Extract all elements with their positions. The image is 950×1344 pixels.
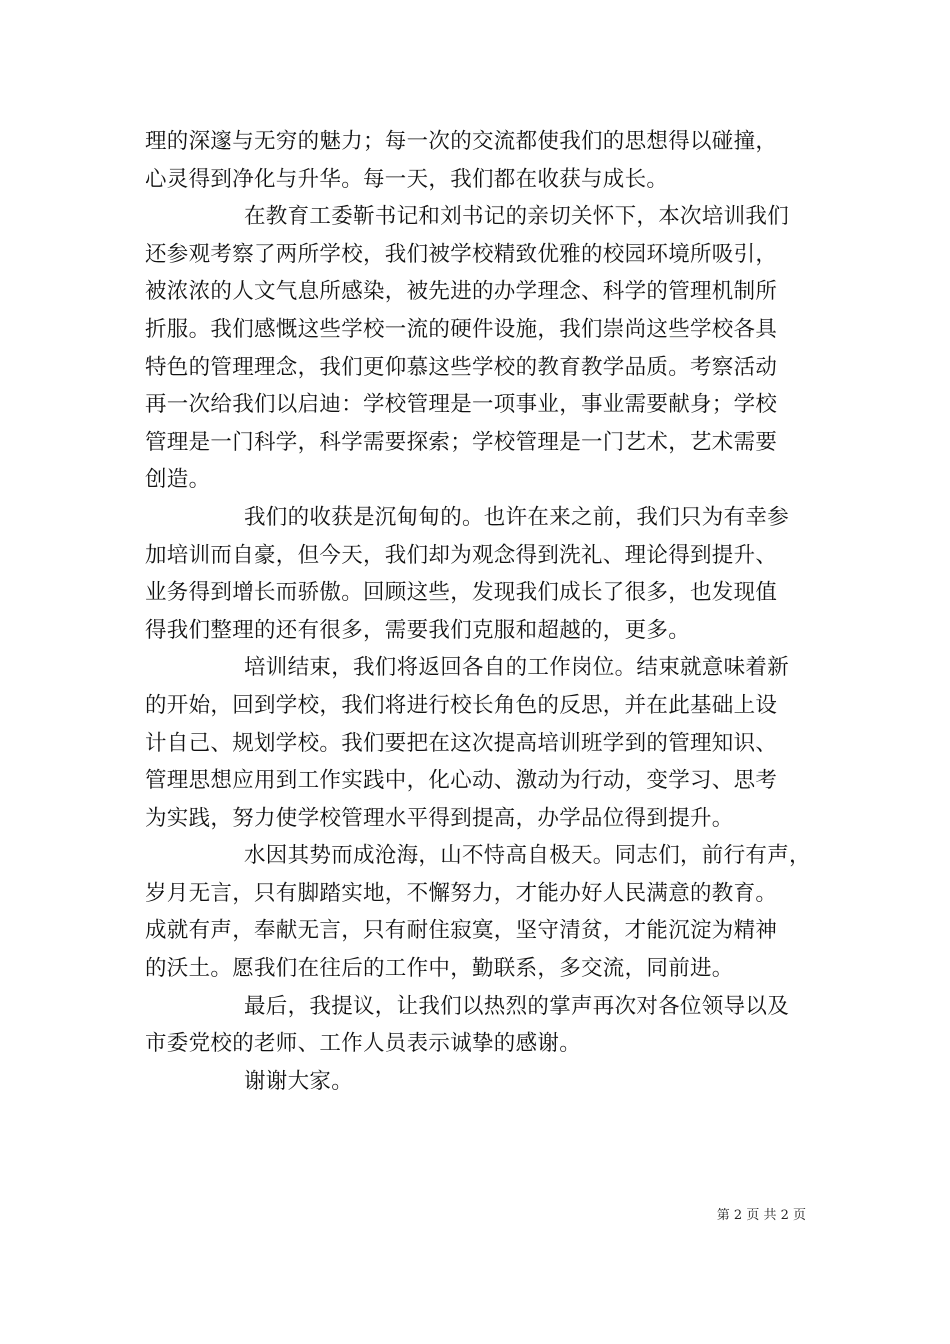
page-number-footer: 第 2 页 共 2 页	[716, 1208, 806, 1223]
text-line: 为实践，努力使学校管理水平得到提高，办学品位得到提升。	[145, 805, 734, 831]
text-line: 的开始，回到学校，我们将进行校长角色的反思，并在此基础上设	[145, 692, 778, 718]
text-line: 岁月无言，只有脚踏实地，不懈努力，才能办好人民满意的教育。	[145, 880, 778, 906]
text-line: 创造。	[145, 467, 211, 493]
text-line: 我们的收获是沉甸甸的。也许在来之前，我们只为有幸参	[244, 504, 790, 530]
text-line: 得我们整理的还有很多，需要我们克服和超越的，更多。	[145, 617, 691, 643]
text-line: 水因其势而成沧海，山不恃高自极天。同志们，前行有声，	[244, 843, 811, 869]
text-line: 计自己、规划学校。我们要把在这次提高培训班学到的管理知识、	[145, 730, 778, 756]
text-line: 理的深邃与无穷的魅力；每一次的交流都使我们的思想得以碰撞，	[145, 129, 778, 154]
text-line: 业务得到增长而骄傲。回顾这些，发现我们成长了很多，也发现值	[145, 580, 778, 606]
text-line: 再一次给我们以启迪：学校管理是一项事业，事业需要献身；学校	[145, 392, 778, 418]
text-line: 特色的管理理念，我们更仰慕这些学校的教育教学品质。考察活动	[145, 354, 778, 380]
text-line: 谢谢大家。	[244, 1068, 354, 1094]
text-line: 成就有声，奉献无言，只有耐住寂寞，坚守清贫，才能沉淀为精神	[145, 918, 778, 944]
text-line: 管理思想应用到工作实践中，化心动、激动为行动，变学习、思考	[145, 768, 778, 794]
text-line: 最后，我提议，让我们以热烈的掌声再次对各位领导以及	[244, 993, 790, 1019]
text-line: 在教育工委靳书记和刘书记的亲切关怀下，本次培训我们	[244, 204, 790, 230]
text-line: 加培训而自豪，但今天，我们却为观念得到洗礼、理论得到提升、	[145, 542, 778, 568]
text-line: 心灵得到净化与升华。每一天，我们都在收获与成长。	[145, 166, 669, 192]
text-line: 培训结束，我们将返回各自的工作岗位。结束就意味着新	[244, 655, 790, 681]
text-line: 被浓浓的人文气息所感染，被先进的办学理念、科学的管理机制所	[145, 279, 778, 305]
text-line: 还参观考察了两所学校，我们被学校精致优雅的校园环境所吸引，	[145, 241, 778, 267]
text-line: 的沃土。愿我们在往后的工作中，勤联系，多交流，同前进。	[145, 956, 734, 982]
body-text	[145, 123, 825, 1100]
text-line: 折服。我们感慨这些学校一流的硬件设施，我们崇尚这些学校各具	[145, 316, 778, 342]
text-line: 市委党校的老师、工作人员表示诚挚的感谢。	[145, 1031, 582, 1057]
text-line: 管理是一门科学，科学需要探索；学校管理是一门艺术，艺术需要	[145, 429, 778, 455]
